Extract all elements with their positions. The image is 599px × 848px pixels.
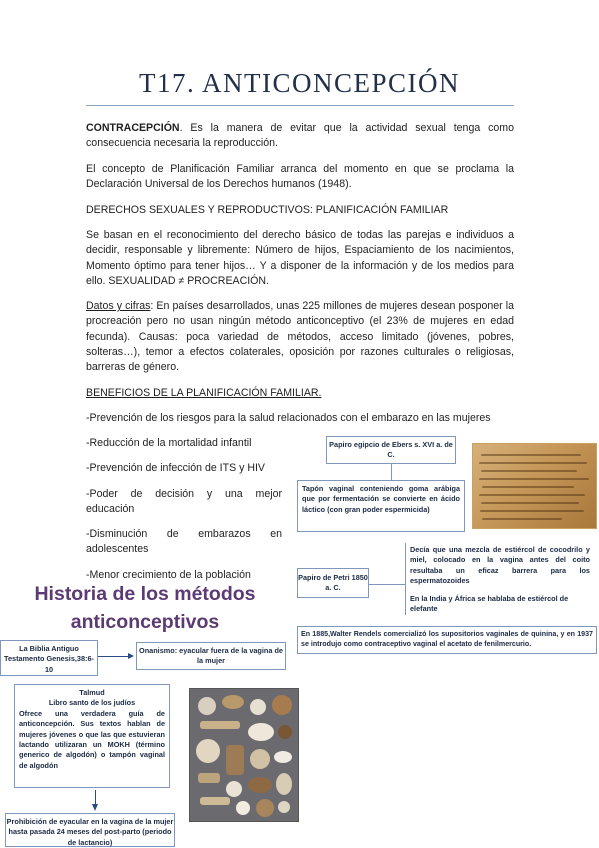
petri-description: Decía que una mezcla de estiércol de cocodrilo y miel, colocado en la vagina antes del coito resultaba un eficaz barrera para los espermatozoides xyxy=(406,543,593,585)
paragraph-planificacion: El concepto de Planificación Familiar arranca del momento en que se proclama la Declaración Universal de los Derechos humanos (1948). xyxy=(86,163,514,191)
benefit-item: -Reducción de la mortalidad infantil xyxy=(86,437,252,449)
benefit-item: -Prevención de infección de ITS y HIV xyxy=(86,462,266,474)
benefits-heading: BENEFICIOS DE LA PLANIFICACIÓN FAMILIAR. xyxy=(86,387,322,399)
papyrus-image xyxy=(472,443,597,529)
contracepcion-term: CONTRACEPCIÓN xyxy=(86,122,180,134)
talmud-subtitle: Libro santo de los judíos xyxy=(48,698,136,708)
page-title: T17. ANTICONCEPCIÓN xyxy=(138,68,460,98)
talmud-title: Talmud xyxy=(79,688,105,697)
paragraph-derechos: Se basan en el reconocimiento del derecho básico de todas las parejas e individuos a decidir, responsable y libremente: Número de hijos, Espaciamiento de los nacimientos, Momento óptimo para tener hijos… Y a disponer de la información y de los medios para ello. SEXUALIDAD ≠ PROCREACIÓN. xyxy=(86,229,514,287)
talmud-box xyxy=(14,684,170,788)
connector-line xyxy=(391,464,392,480)
talmud-description: Ofrece una verdadera guía de anticoncepción. Sus textos hablan de mujeres jóvenes o que las que estuvieran lactando utilizaran un MOKH (término generico de algodón) o tampón vaginal de algodón xyxy=(19,708,165,770)
datos-cifras-text: : En países desarrollados, unas 225 millones de mujeres desean posponer la procreación pero no usan ningún método anticonceptivo (el 23% de mujeres en edad fecunda). Causas: poca variedad de métodos, acceso limitado (jóvenes, pobres, solteras…), temor a efectos colaterales, oposición por razones culturales o religiosas, barreras de género. xyxy=(86,300,514,374)
rendels-box: En 1885,Walter Rendels comercializó los supositorios vaginales de quinina, y en 1937 se introdujo como contraceptivo vaginal el acetato de fenilmercurio. xyxy=(297,626,597,654)
benefit-item: -Poder de decisión y una mejor educación xyxy=(86,488,282,516)
biblia-box: La Biblia Antiguo Testamento Genesis,38:6-10 xyxy=(0,640,98,676)
arrow-right-icon xyxy=(128,653,134,659)
benefit-item: -Prevención de los riesgos para la salud relacionados con el embarazo en las mujeres xyxy=(86,412,491,424)
paragraph-contracepcion xyxy=(86,121,514,152)
ebers-papyrus-box: Papiro egipcio de Ebers s. XVI a. de C. xyxy=(326,436,456,464)
connector-line xyxy=(369,584,405,585)
ebers-description-box: Tapón vaginal conteniendo goma arábiga que por fermentación se convierte en ácido láctico (con gran poder espermicida) xyxy=(297,480,465,532)
arrow-down-icon xyxy=(92,804,98,811)
prohibicion-box: Prohibición de eyacular en la vagina de la mujer hasta pasada 24 meses del post-parto (periodo de lactancio) xyxy=(5,813,175,847)
benefit-item: -Menor crecimiento de la población xyxy=(86,569,251,581)
paragraph-datos-cifras xyxy=(86,299,514,375)
history-section-title: Historia de los métodos anticonceptivos xyxy=(34,583,256,633)
contracepcion-definition: . Es la manera de evitar que la actividad sexual tenga como consecuencia necesaria la reproducción. xyxy=(86,122,514,150)
benefit-item: -Disminución de embarazos en adolescentes xyxy=(86,528,282,556)
petri-papyrus-box: Papiro de Petri 1850 a. C. xyxy=(297,568,369,598)
contraceptive-artifacts-image xyxy=(189,688,299,822)
paragraph-derechos-heading: DERECHOS SEXUALES Y REPRODUCTIVOS: PLANIFICACIÓN FAMILIAR xyxy=(86,204,449,216)
onanismo-box: Onanismo: eyacular fuera de la vagina de la mujer xyxy=(136,642,286,670)
title-divider xyxy=(86,105,514,106)
arrow-line xyxy=(98,656,128,657)
petri-india-africa-note: En la India y África se hablaba de estiércol de elefante xyxy=(406,593,596,617)
datos-cifras-label: Datos y cifras xyxy=(86,300,151,312)
